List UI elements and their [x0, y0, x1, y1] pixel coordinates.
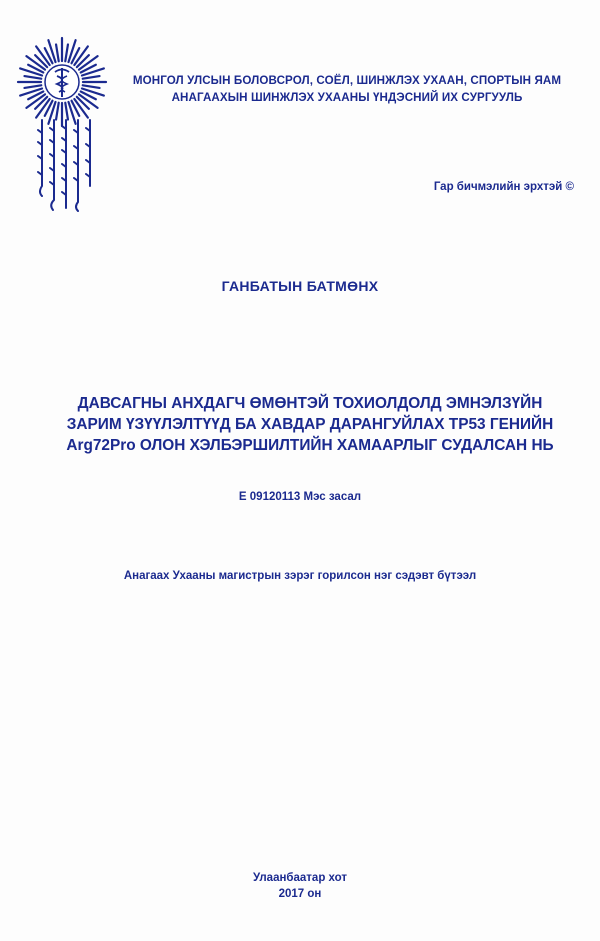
ministry-name: МОНГОЛ УЛСЫН БОЛОВСРОЛ, СОЁЛ, ШИНЖЛЭХ УХААН, СПОРТЫН ЯАМ — [132, 74, 562, 87]
author-name: ГАНБАТЫН БАТМӨНХ — [221, 278, 379, 294]
thesis-title-line-1: ДАВСАГНЫ АНХДАГЧ ӨМӨНТЭЙ ТОХИОЛДОЛД ЭМНЭЛЗҮЙН — [77, 395, 543, 412]
degree-statement: Анагаах Ухааны магистрын зэрэг горилсон нэг сэдэвт бүтээл — [123, 570, 477, 582]
year: 2017 он — [278, 888, 322, 900]
mongolian-script-emblem — [30, 116, 104, 220]
place-and-year — [0, 870, 600, 902]
logo-ray — [24, 76, 41, 79]
thesis-title-line-2: ЗАРИМ ҮЗҮҮЛЭЛТҮҮД БА ХАВДАР ДАРАНГУЙЛАХ TP53 ГЕНИЙН — [66, 416, 554, 433]
logo-ray — [77, 97, 89, 109]
institution-header — [112, 72, 582, 106]
logo-ray — [56, 44, 59, 61]
logo-ray — [35, 97, 47, 109]
specialty-code: Е 09120113 Мэс засал — [238, 491, 362, 503]
university-name: АНАГААХЫН ШИНЖЛЭХ УХААНЫ ҮНДЭСНИЙ ИХ СУРГУУЛЬ — [171, 91, 523, 104]
copyright-note: Гар бичмэлийн эрхтэй © — [433, 181, 574, 193]
thesis-title — [60, 393, 560, 456]
logo-ray — [83, 76, 100, 79]
logo-ray — [24, 85, 41, 88]
logo-ray — [77, 55, 89, 67]
thesis-title-line-3: Arg72Pro ОЛОН ХЭЛБЭРШИЛТИЙН ХАМААРЛЫГ СУДАЛСАН НЬ — [66, 437, 554, 454]
logo-ray — [65, 44, 68, 61]
logo-ray — [35, 55, 47, 67]
city: Улаанбаатар хот — [252, 872, 348, 884]
logo-ray — [83, 85, 100, 88]
